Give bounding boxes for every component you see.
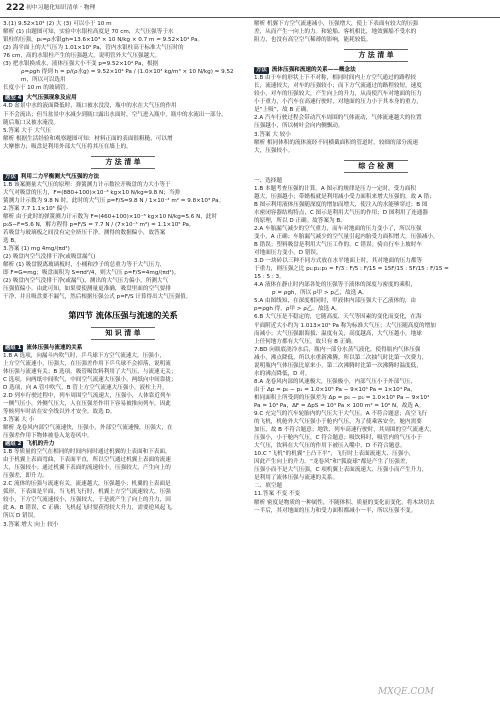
text-line: 说明瓶内气体压强比原来小，第二次沸腾时比第一次沸腾时温度低，: [254, 362, 422, 369]
text-line: 2.D 列车行驶过程中，列车周围空气流速大，压强小，人体靠近列车: [3, 392, 172, 399]
text-line: 压强小而不是大气压强，C 项机翼上表面流速大、压强小而产生升力，: [254, 467, 428, 474]
text-line: 压强小，小于舱内气压，C 符合题意；吸饮料时，吸管内的气压小于: [254, 435, 422, 442]
topic-title: 利用二力平衡测大气压强的方法: [20, 173, 100, 180]
text-line: Pa = 10⁴ Pa，ΔF = ΔpS = 10⁴ Pa × 100 m² = 10⁶ N，故选 A。: [254, 402, 425, 409]
text-line: 解析 由于此时的弹簧测力计示数为 F=(460+100)×10⁻³ kg×10 N/kg=5.6 N，此时: [3, 213, 218, 220]
text-line: 于重力，则压强之比 p₁:p₂:p₃ = F/3 : F/5 : F/15 = 15F/15 : 5F/15 : F/15 =: [254, 266, 449, 273]
text-line: 银柱的压强，p₀=ρ水银gh=13.6×10³ × 10 N/kg × 0.7 m = 9.52×10⁴ Pa。: [3, 37, 204, 44]
text-line: 3.D 一块砖以三种不同方式放在水平地面上时，其对地面的压力都等: [254, 258, 423, 265]
text-line: 差，从而产生一向上的力。和轮船、客机相比，地效翼船不受水的: [254, 29, 417, 36]
text-line: 一、选择题: [254, 177, 282, 184]
topic-title: 流体压强和流速的关系——概念法: [271, 67, 356, 74]
topic-heading: [3, 344, 243, 352]
text-line: p=ρgh 得，ρ甲 > ρ乙。故选 A。: [254, 306, 341, 313]
text-line: 3.答案 大 较小: [254, 131, 291, 138]
text-line: 解析 龙卷风内部空气流速快，压强小，外部空气流速慢，压强大，在: [3, 424, 173, 431]
text-line: C 选项，向两纸中间吹气，中间空气流速大压强小，两纸向中间靠拢；: [3, 376, 177, 383]
text-line: 3.答案 大 小: [3, 416, 35, 423]
text-line: 随后瓶口又被水淹没。: [3, 119, 59, 126]
topic-tag: 方法: [5, 173, 16, 180]
text-line: 3.(1) 9.52×10⁴ (2) 大 (3) 可以小于 10 m: [3, 21, 112, 27]
text-line: (2) 海平面上的大气压为 1.01×10⁵ Pa，管内水银柱高于标准大气压时的: [3, 45, 184, 52]
text-line: 压强差作用下物体被卷入龙卷风中。: [3, 433, 93, 440]
text-line: 较小，对车的压强较大，产生向上的升力，从而使汽车对地面的压力: [254, 91, 422, 98]
text-line: p₀S−F=5.6 N，解方程得 p=F/S = 7.7 N / (7×10⁻⁵ m²) = 1.1×10⁵ Pa。: [3, 222, 195, 229]
topic-title: 飞机的升力: [26, 441, 55, 448]
text-line: 选 B。: [3, 238, 20, 245]
text-line: 是利用了流体压强与流速的关系。: [254, 475, 338, 482]
text-line: 簧测力计示数为 9.8 N 时，此时的大气压 p=F/S=9.8 N / 1×10⁻³ m² = 9.8×10³ Pa。: [3, 197, 225, 204]
text-line: 弧形，下表面是平面，当飞机飞行时，机翼上方空气流速较大，压强: [3, 489, 171, 496]
text-line: 解析 相同体积的流体流经不同横截面积的管道时，较细的部分流速: [254, 139, 418, 146]
left-column: [3, 20, 243, 700]
text-line: 阻力，也没有高空空气稀薄的影响，能耗较低。: [254, 37, 372, 44]
text-line: 3.答案 增大 向上 较小: [3, 521, 59, 528]
topic-title: 流体压强与流速的关系: [26, 344, 83, 351]
text-line: 较小，下方空气流速较小，压强较大，于是就产生了向上的升力，因: [3, 497, 171, 504]
text-line: 对地面压力变小，D 错误。: [254, 250, 322, 257]
text-line: 2.答案 7.7 1.1×10⁵ 偏小: [3, 205, 68, 212]
text-line: 减小，沸点降低，所以水重新沸腾。所以第二次抽气时比第一次费力，: [254, 354, 428, 361]
text-line: 8.A 龙卷风内部的风速极大，压强极小，内部气压小于外部气压，: [254, 378, 416, 385]
text-line: 长度小于 10 m 的玻璃管。: [3, 85, 72, 92]
topic-title: 大气压强现象及应用: [26, 95, 77, 102]
text-line: 因此产生向上的升力。“龙卷风”和“狐旋球”都是产生了压强差，: [254, 459, 412, 466]
text-line: 变小，A 正确；车胎漏气减少的空气量引起内胎受力面积增大，压强减小，: [254, 233, 439, 240]
text-line: 上方空气流速小，压强大，在压强差作用下乒乓球不会掉落，说明流: [3, 360, 171, 367]
text-line: 压强差，即升力。: [3, 473, 48, 480]
text-line: 水密闭容器结构特点，C 图示是利用大气压的作用；D 图利用了连通器: [254, 209, 428, 216]
topic-heading: [254, 66, 498, 74]
text-line: 大气压，饮料在大气压的作用下被压入嘴中，D 不符合题意。: [254, 443, 406, 450]
section-banner: [3, 327, 243, 340]
text-line: 压强值偏小。由此可知，如果要使测量更准确，吸盘里面的空气要排: [3, 286, 171, 293]
banner-label: 方 法 清 单: [344, 49, 407, 62]
text-line: 下不会流出；但当盆景中水减少到瓶口露出水面时，空气进入瓶中，瓶中的水流出一部分，: [3, 111, 227, 118]
text-line: 11.答案 不变 不变: [254, 491, 301, 498]
text-line: 5.答案 大于 大气压: [3, 127, 52, 134]
right-column: [254, 20, 498, 696]
text-line: 大摩擦力；吸盘是利用外部大气压将其压在墙上的。: [3, 143, 132, 150]
banner-label: 方 法 清 单: [91, 156, 154, 169]
topic-tag: 题组 2: [5, 441, 22, 448]
text-line: 1.B 本题考查压强的计算。A 图示的规律是压力一定时，受力面积: [254, 185, 416, 192]
text-line: 3.答案 (1) mg 4mg/(πd²): [3, 246, 70, 253]
text-line: 解析 根据生活经验和观察题图可知：材料正面的表面很粗糙，可以增: [3, 135, 173, 142]
running-title: 初中习题化知识清单 · 物理: [26, 5, 96, 11]
topic-tag: 题组 1: [5, 344, 22, 351]
text-line: 长，流速较大，对车的压强较小；而下方气流通过的路程较短，速度: [254, 83, 422, 90]
text-line: 2.A 汽车行驶过程会带动汽车周围的气体流动，气体流速越大的位置: [254, 115, 422, 122]
text-line: 而减小；大气压强跟海拔、温度有关，高度越高，大气压越小，地球: [254, 330, 422, 337]
text-line: 5.A 由图线知，在深度相同时，甲液体内部压强大于乙液体的，由: [254, 298, 416, 305]
text-line: 加压，故 B 不符合题意；地铁、列车高速行驶时，其周围的空气流速大，: [254, 427, 435, 434]
text-line: 解析 密度是物质的一种属性，不随体积、质量的变化而变化。将木块切去: [254, 499, 435, 506]
equation-line: p = ρgh，所以 p甲 > p乙，故选 A。: [272, 290, 368, 297]
page-header: [0, 0, 500, 18]
text-line: 由于机翼上表面弯曲，下表面平直，所以空气通过机翼上表面的流速: [3, 457, 171, 464]
text-line: 体压强与流速有关；B 选项，吸管喝饮料利用了大气压，与流速无关；: [3, 368, 177, 375]
text-line: 1.B A 选项，向漏斗内吹气时，乒乓球下方空气流速大，压强小，: [3, 352, 165, 359]
text-line: 相同面积上所受到的压强差为 Δp = p₀ − p₁ = 1.0×10⁵ Pa − 9×10⁴: [254, 394, 430, 401]
text-line: 10.C “飞机”的机翼“上凸下平”，飞行时上表面流速大、压强小，: [254, 451, 415, 458]
text-line: 一半后，其对地面的压力和受力面积都减小一半，所以压强不变。: [254, 507, 417, 514]
text-line: 若吸盘与玻璃板之间没有完全挤压干净，测得的数据偏小，故答案: [3, 230, 166, 237]
text-line: 76 cm，高的水银柱产生的压强越大，说明管外大气压强越大。: [3, 53, 161, 60]
section-banner: [3, 156, 243, 169]
text-line: B 图示利用液体压强随深度的增加而增大，使注入的水能够穿过；B 图: [254, 201, 428, 208]
text-line: 9.C 充完气的汽车轮胎内的气压大于大气压，A 不符合题意；高空飞行: [254, 411, 428, 418]
text-line: 解析 (1) 由题图可知，实验中水银柱高度是 70 cm，大气压强等于水: [3, 29, 174, 36]
section-title: 第四节 流体压强与流速的关系: [68, 309, 178, 320]
text-line: 1.B 等质量的空气在相同的时间内同时通过机翼的上表面和下表面，: [3, 449, 171, 456]
text-line: 大气对吸盘的压力，F=(880+100)×10⁻³ kg×10 N/kg=9.8 N；当弹: [3, 189, 180, 196]
text-line: B 错误；塑料吸盘是利用大气压工作的，C 错误；骑自行车上坡时车: [254, 242, 422, 249]
section-banner: [254, 160, 498, 173]
text-line: 解析 (1) 吸盘脱离玻璃板时，小桶和沙子的总重力等于大气压力，: [3, 262, 166, 269]
section-banner: [254, 49, 498, 62]
text-line: 二、填空题: [254, 483, 282, 490]
text-line: 4.A 液体在静止时内部各处的压强等于液体的深度与密度的乘积，: [254, 282, 416, 289]
text-line: 15 : 5 : 3。: [254, 274, 285, 281]
text-line: 即 F=G=mg；吸盘面积为 S=πd²/4，则大气压 p=F/S=4mg/(πd²)。: [3, 270, 180, 277]
topic-heading: [3, 173, 243, 181]
text-line: 是“上吸”，故 B 正确。: [254, 107, 312, 114]
text-line: 解析 机翼下方空气流速减小，压强增大，使上下表面有较大的压强: [254, 21, 418, 27]
text-line: 小于重力，小汽车在高速行驶时，对地面的压力小于其本身的重力，: [254, 99, 422, 106]
text-line: 的原理，所以 D 正确。故答案为 B。: [254, 217, 346, 224]
text-line: 等候列车时站在安全线以外才安全。故选 D。: [3, 408, 116, 415]
topic-heading: [3, 94, 243, 102]
text-line: 1.B 由于车的形状上下不对称，相同时间内上方空气通过的路程较: [254, 75, 416, 82]
text-line: 一侧气压小，外侧气压大，人在压强差作用下容易被推向列车，因此: [3, 400, 171, 407]
text-line: D 选项，向 A 管中吹气，B 管上方空气流速大压强小，液柱上升。: [3, 384, 168, 391]
text-line: 4.D 盆景中水的液面降低时，瓶口被水没没，瓶中的水在大气压的作用: [3, 103, 177, 110]
text-line: 7.BD 向瓶底浇冷水后，瓶内一部分水蒸气液化，使得瓶内气体压强: [254, 346, 421, 353]
text-line: 水的沸点降低，D 对。: [254, 370, 311, 377]
text-line: (2) 吸盘内空气没排干净(或漏气)，测出的大气压力偏小，所测大气: [3, 278, 169, 285]
text-line: 1.B 该案测量大气压的原理：弹簧测力计示数拉开吸盘的力大小等于: [3, 181, 171, 188]
text-line: (3) 把水银换成水，液体压强大小不变 p=9.52×10⁴ Pa，根据: [3, 61, 159, 68]
text-line: 干净，并且吸盘要不漏气，然后根据压强公式 p=F/S 计算得出大气压强值。: [3, 294, 192, 301]
text-line: 越大，压强越小；带蜡板就是利用减小受力面积来增大压强的，故 A 错；: [254, 193, 435, 200]
watermark: MXQE.COM: [378, 687, 434, 697]
equation-line: ρ=ρgh 得到 h = p/(ρ水g) = 9.52×10⁴ Pa / (1.0×10³ kg/m³ × 10 N/kg) = 9.52 m，所以可以选用: [21, 69, 234, 84]
topic-heading: [3, 440, 243, 448]
text-line: 6.B 大气压是不稳定的，它随高度、天气等因素的变化而变化，在海: [254, 314, 422, 321]
topic-tag: 方法: [256, 67, 267, 74]
text-line: 平面附近大小约为 1.013×10⁵ Pa 称为标准大气压；大气压随高度的增加: [254, 322, 436, 329]
banner-label: 综 合 检 测: [344, 160, 407, 173]
page-number: 222: [6, 3, 25, 13]
text-line: 大，压强较小；通过机翼下表面的流速较小，压强较大，产生向上的: [3, 465, 171, 472]
text-line: 的飞机，机舱外大气压强小于舱内气压，为了使乘客安全，舱内需要: [254, 419, 422, 426]
text-line: 所以 D 错误。: [3, 513, 39, 520]
text-line: 压强越小，所以树叶会向内侧飘动。: [254, 123, 344, 130]
text-line: 2.A 车胎漏气减少的空气重力，而车对地面的压力变小了，所以压强: [254, 225, 422, 232]
text-line: 大，压强较小。: [254, 147, 294, 154]
text-line: 上任何地方都有大气压，故只有 B 正确。: [254, 338, 357, 345]
text-line: 此 A、B 错误，C 正确；飞机起飞时要获得较大升力，需要逆风起飞，: [3, 505, 177, 512]
banner-label: 知 识 清 单: [91, 327, 154, 340]
text-line: (2) 吸盘内空气没排干净(或吸盘漏气): [3, 254, 96, 261]
topic-tag: 题型 4: [5, 95, 22, 102]
text-line: 由于 Δp = p₀ − p₁ = 1.0×10⁵ Pa − 9×10⁴ Pa = 1×10⁴ Pa，: [254, 386, 416, 393]
text-line: 2.C 流体的压强与流速有关，流速越大，压强越小；机翼的上表面是: [3, 481, 171, 488]
